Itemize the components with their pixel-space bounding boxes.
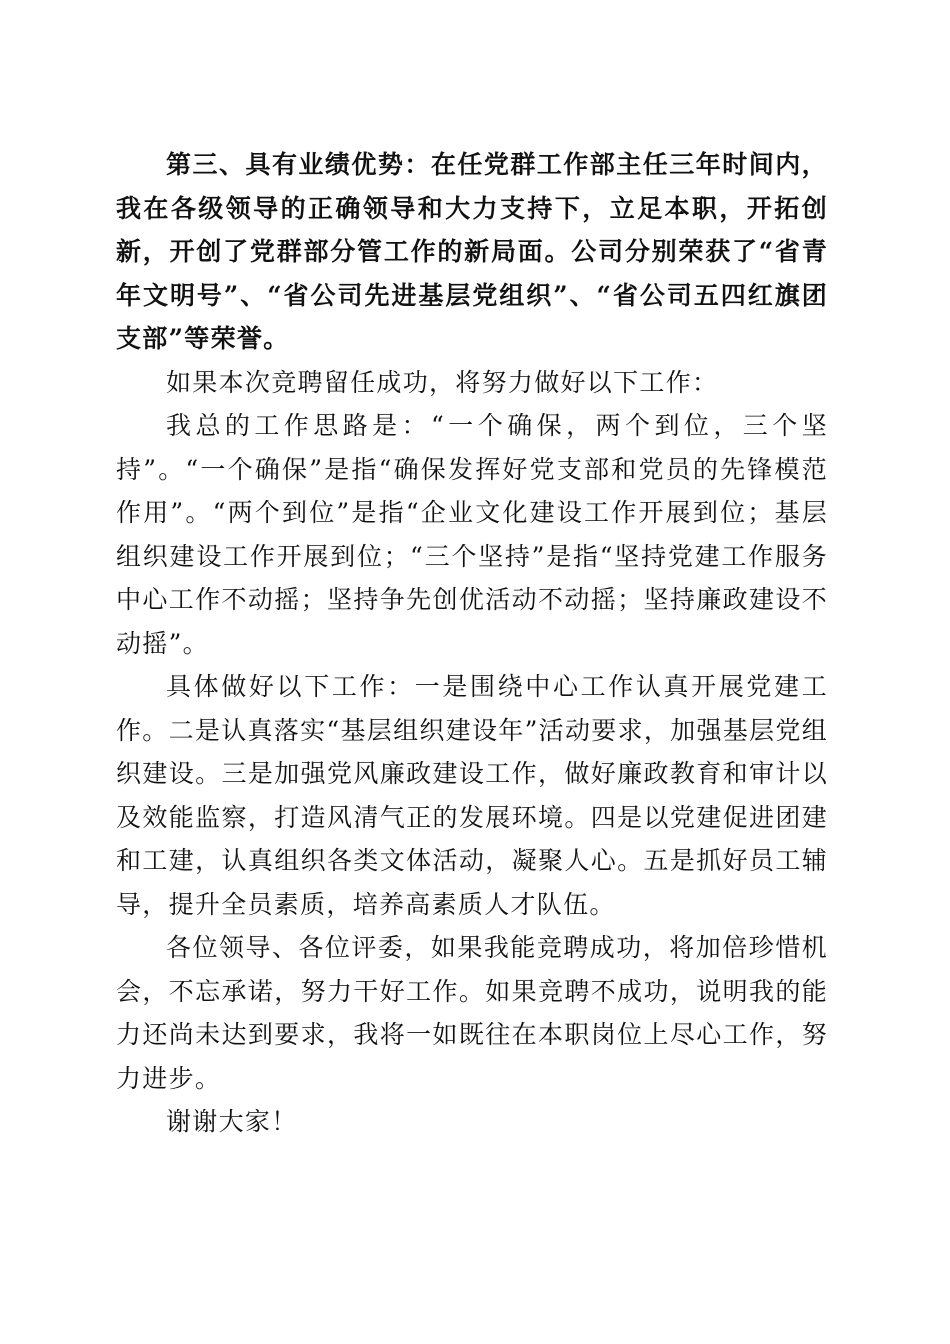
paragraph-specific-tasks: 具体做好以下工作：一是围绕中心工作认真开展党建工作。二是认真落实“基层组织建设年”活动要求，加强基层党组织建设。三是加强党风廉政建设工作，做好廉政教育和审计以及效能监察，打造风清气正的发展环境。四是以党建促进团建和工建，认真组织各类文体活动，凝聚人心。五是抓好员工辅导，提升全员素质，培养高素质人才队伍。 [116, 672, 828, 919]
paragraph-closing-statement: 各位领导、各位评委，如果我能竞聘成功，将加倍珍惜机会，不忘承诺，努力干好工作。如果竞聘不成功，说明我的能力还尚未达到要求，我将一如既往在本职岗位上尽心工作，努力进步。 [116, 933, 828, 1093]
paragraph-thanks: 谢谢大家！ [166, 1107, 298, 1136]
paragraph-if-reappointed: 如果本次竞聘留任成功，将努力做好以下工作： [166, 367, 719, 397]
document-body [116, 143, 828, 1144]
paragraph-work-approach: 我总的工作思路是：“一个确保，两个到位，三个坚持”。“一个确保”是指“确保发挥好党支部和党员的先锋模范作用”。“两个到位”是指“企业文化建设工作开展到位；基层组织建设工作开展到位；“三个坚持”是指“坚持党建工作服务中心工作不动摇；坚持争先创优活动不动摇；坚持廉政建设不动摇”。 [116, 411, 828, 658]
paragraph-performance-advantage: 第三、具有业绩优势：在任党群工作部主任三年时间内，我在各级领导的正确领导和大力支持下，立足本职，开拓创新，开创了党群部分管工作的新局面。公司分别荣获了“省青年文明号”、“省公司先进基层党组织”、“省公司五四红旗团支部”等荣誉。 [116, 150, 828, 353]
